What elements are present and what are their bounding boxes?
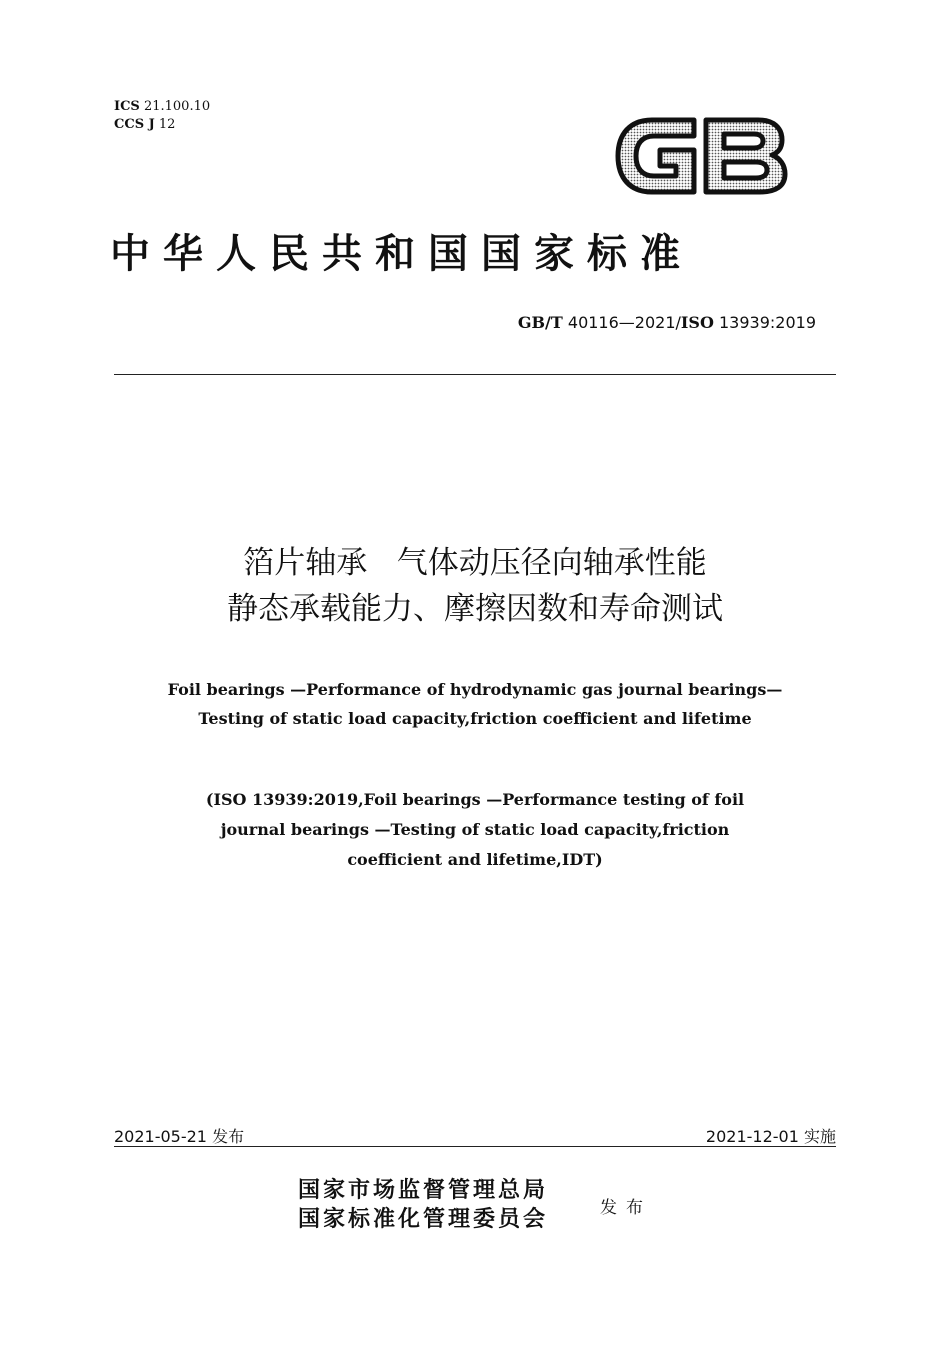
iso-equivalence-line-2: journal bearings —Testing of static load capacity,friction xyxy=(220,820,730,839)
classification-codes xyxy=(114,98,210,134)
national-standard-heading: 中华人民共和国国家标准 xyxy=(110,230,693,277)
ics-code: ICS 21.100.10 xyxy=(114,99,211,114)
header-divider xyxy=(114,374,836,375)
issuing-authorities xyxy=(298,1176,548,1234)
chinese-title-line-2: 静态承载能力、摩擦因数和寿命测试 xyxy=(227,591,723,627)
issuer-samr: 国家市场监督管理总局 xyxy=(298,1177,549,1203)
publish-label: 发布 xyxy=(600,1198,652,1218)
iso-equivalence-line-3: coefficient and lifetime,IDT) xyxy=(347,850,603,869)
iso-equivalence-line-1: (ISO 13939:2019,Foil bearings —Performance testing of foil xyxy=(205,790,745,809)
english-title-line-2: Testing of static load capacity,friction coefficient and lifetime xyxy=(198,709,752,728)
chinese-title xyxy=(0,540,950,632)
chinese-title-line-1: 箔片轴承 气体动压径向轴承性能 xyxy=(243,545,707,581)
ccs-code: CCS J 12 xyxy=(114,117,176,132)
iso-equivalence xyxy=(0,785,950,875)
english-title-line-1: Foil bearings —Performance of hydrodynamic gas journal bearings— xyxy=(167,680,783,699)
footer-divider xyxy=(114,1146,836,1147)
implementation-date: 2021-12-01 实施 xyxy=(705,1127,836,1146)
issuer-sac: 国家标准化管理委员会 xyxy=(298,1206,549,1232)
standard-number: GB/T 40116—2021/ISO 13939:2019 xyxy=(517,313,816,332)
issue-date: 2021-05-21 发布 xyxy=(114,1127,245,1146)
gb-logo xyxy=(612,110,790,202)
english-title xyxy=(0,675,950,733)
